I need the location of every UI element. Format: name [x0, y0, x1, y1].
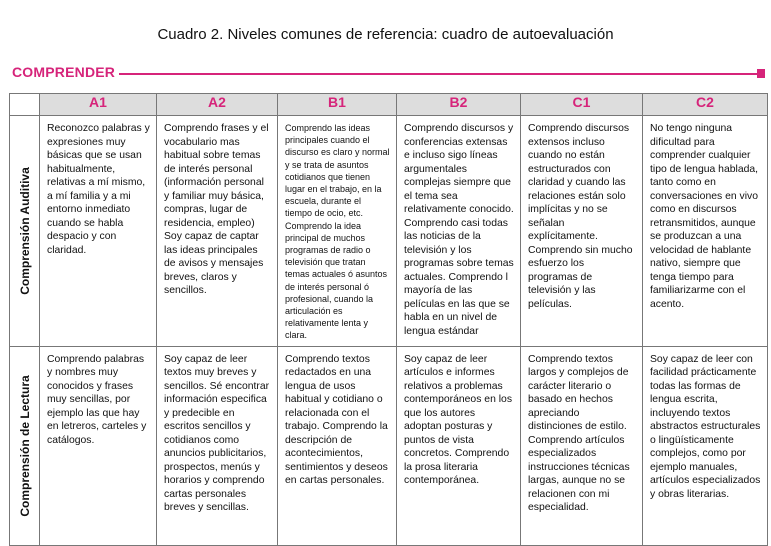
skill-label-listening: Comprensión Auditiva	[17, 167, 32, 295]
cell-text: Soy capaz de leer textos muy breves y sencillos. Sé encontrar información especifica y predecible en escritos sencillos y cotidianos como anuncios publicitarios, prospectos, menús y horarios y comprendo cartas personales breves y sencillas.	[164, 353, 270, 514]
table-row-reading	[10, 346, 768, 545]
cell-listening-b1	[278, 116, 397, 347]
cell-text: Soy capaz de leer artículos e informes relativos a problemas contemporáneos en los que los autores adoptan posturas y puntos de vista concretos. Comprendo la prosa literaria contemporánea.	[404, 353, 513, 487]
cell-text: Comprendo frases y el vocabulario mas habitual sobre temas de interés personal (información personal y familiar muy básica, compras, lugar de residencia, empleo) Soy capaz de captar las ideas principales de avisos y mensajes breves, claros y sencillos.	[164, 123, 269, 296]
cell-text: Reconozco palabras y expresiones muy básicas que se usan habitualmente, relativas a mí mismo, a mí familia y a mi entorno inmediato cuando se habla despacio y con claridad.	[47, 123, 150, 256]
section-title: COMPRENDER	[12, 64, 116, 80]
self-assessment-grid	[9, 93, 768, 546]
cell-text: No tengo ninguna dificultad para comprender cualquier tipo de lengua hablada, tanto como en conversaciones en vivo como en discursos retransmitidos, aunque se produzcan a una velocidad de hablante nativo, siempre que tenga tiempo para familiarizarme con el acento.	[650, 123, 759, 310]
row-header-listening	[10, 116, 40, 347]
table-caption: Cuadro 2. Niveles comunes de referencia: cuadro de autoevaluación	[157, 26, 614, 43]
table-row-listening	[10, 116, 768, 347]
cell-listening-a1	[40, 116, 157, 347]
cell-listening-c1	[521, 116, 643, 347]
skill-label-reading: Comprensión de Lectura	[17, 374, 32, 517]
cell-reading-c1	[521, 346, 643, 545]
section-rule-end-marker	[757, 69, 765, 78]
cell-listening-b2	[397, 116, 521, 347]
cell-text: Comprendo discursos extensos incluso cuando no están estructurados con claridad y cuando las relaciones están solo implícitas y no se señalan explícitamente. Comprendo sin mucho esfuerzo los programas de televisión y las películas.	[528, 123, 633, 310]
row-header-reading	[10, 346, 40, 545]
cell-reading-a1	[40, 346, 157, 545]
section-header	[12, 62, 764, 82]
cell-text: Comprendo las ideas principales cuando el discurso es claro y normal y se trata de asuntos cotidianos que tienen lugar en el trabajo, en la escuela, durante el tiempo de ocio, etc. Comprendo la idea principal de muchos programas de radio o televisión que tratan temas actuales ó asuntos de interés personal ó profesional, cuando la articulación es relativamente lenta y clara.	[285, 123, 390, 341]
cell-text: Comprendo textos largos y complejos de carácter literario o basado en hechos apreciando distinciones de estilo. Comprendo artículos especializados instrucciones técnicas largas, aunque no se relacionen con mi especialidad.	[528, 353, 630, 514]
cell-text: Comprendo discursos y conferencias extensas e incluso sigo líneas argumentales complejas siempre que el tema sea relativamente conocido. Comprendo casi todas las noticias de la televisión y los programas sobre temas actuales. Comprendo l mayoría de las películas en las que se habla en un nivel de lengua estándar	[404, 123, 514, 337]
level-header-c2: C2	[643, 94, 768, 116]
cell-listening-c2	[643, 116, 768, 347]
level-header-b1: B1	[278, 94, 397, 116]
cell-text: Comprendo textos redactados en una lengua de usos habitual y cotidiano o relacionada con el trabajo. Comprendo la descripción de acontecimientos, sentimientos y deseos en cartas personales.	[285, 353, 388, 487]
cell-reading-b1	[278, 346, 397, 545]
level-header-row	[10, 94, 768, 116]
level-header-a2: A2	[157, 94, 278, 116]
level-header-a1: A1	[40, 94, 157, 116]
cell-text: Soy capaz de leer con facilidad prácticamente todas las formas de lengua escrita, incluyendo textos abstractos estructurales o lingüísticamente complejos, como por ejemplo manuales, artículos especializados y obras literarias.	[650, 353, 761, 500]
section-rule	[119, 73, 757, 75]
level-header-b2: B2	[397, 94, 521, 116]
cell-listening-a2	[157, 116, 278, 347]
cell-reading-c2	[643, 346, 768, 545]
cell-text: Comprendo palabras y nombres muy conocidos y frases muy sencillas, por ejemplo las que hay en letreros, carteles y catálogos.	[47, 353, 147, 446]
cell-reading-a2	[157, 346, 278, 545]
cell-reading-b2	[397, 346, 521, 545]
level-header-c1: C1	[521, 94, 643, 116]
header-corner	[10, 94, 40, 116]
